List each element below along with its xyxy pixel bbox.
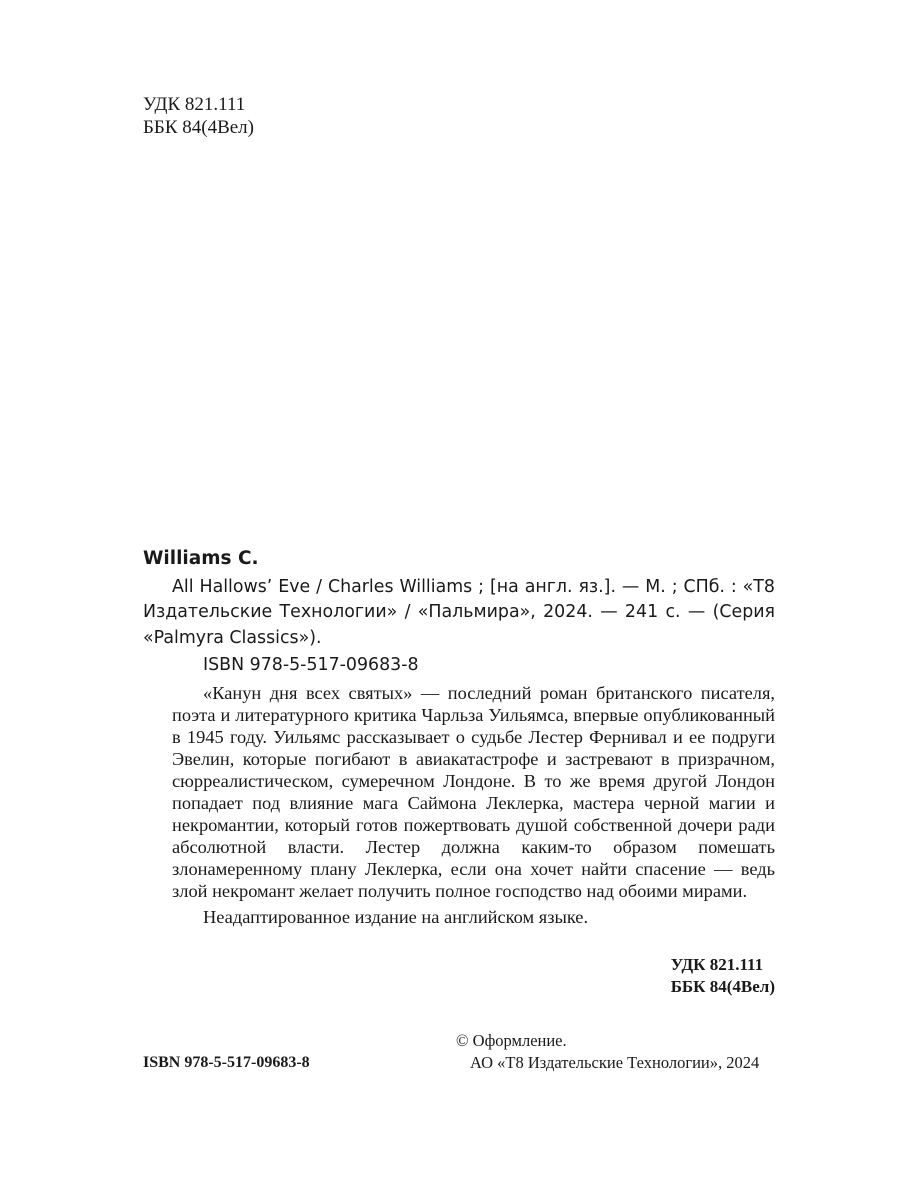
udk-code: УДК 821.111 xyxy=(143,94,246,115)
edition-note: Неадаптированное издание на английском языке. xyxy=(203,907,589,928)
bbk-code: ББК 84(4Вел) xyxy=(670,976,775,996)
entry-isbn: ISBN 978-5-517-09683-8 xyxy=(203,655,419,675)
citation-text: All Hallows’ Eve / Charles Williams ; [на англ. яз.]. — М. ; СПб. : «Т8 Издательские Технологии» / «Пальмира», 2024. — 241 с. — (Серия «Palmyra Classics»). xyxy=(143,576,775,648)
copyright-line-1: © Оформление. xyxy=(456,1031,567,1050)
book-abstract: «Канун дня всех святых» — последний роман британского писателя, поэта и литературного критика Чарльза Уильямса, впервые опубликованный в 1945 году. Уильямс рассказывает о судьбе Лестер Фернивал и ее подруги Эвелин, которые погибают в авиакатастрофе и застревают в призрачном, сюрреалистическом, сумеречном Лондоне. В то же время другой Лондон попадает под влияние мага Саймона Леклерка, мастера черной магии и некромантии, который готов пожертвовать душой собственной дочери ради абсолютной власти. Лестер должна каким-то образом помешать злонамеренному плану Леклерка, если она хочет найти спасение — ведь злой некромант желает получить полное господство над обоими мирами. xyxy=(172,682,775,902)
classification-codes-top xyxy=(143,93,254,139)
udk-code: УДК 821.111 xyxy=(670,955,764,974)
classification-codes-bottom xyxy=(671,954,775,997)
bibliographic-entry xyxy=(143,546,775,928)
bbk-code: ББК 84(4Вел) xyxy=(143,117,254,138)
copyright-notice xyxy=(456,1030,759,1074)
footer-isbn: ISBN 978-5-517-09683-8 xyxy=(143,1054,310,1071)
copyright-line-2: АО «Т8 Издательские Технологии», 2024 xyxy=(470,1053,760,1072)
author-heading: Williams C. xyxy=(143,548,259,569)
